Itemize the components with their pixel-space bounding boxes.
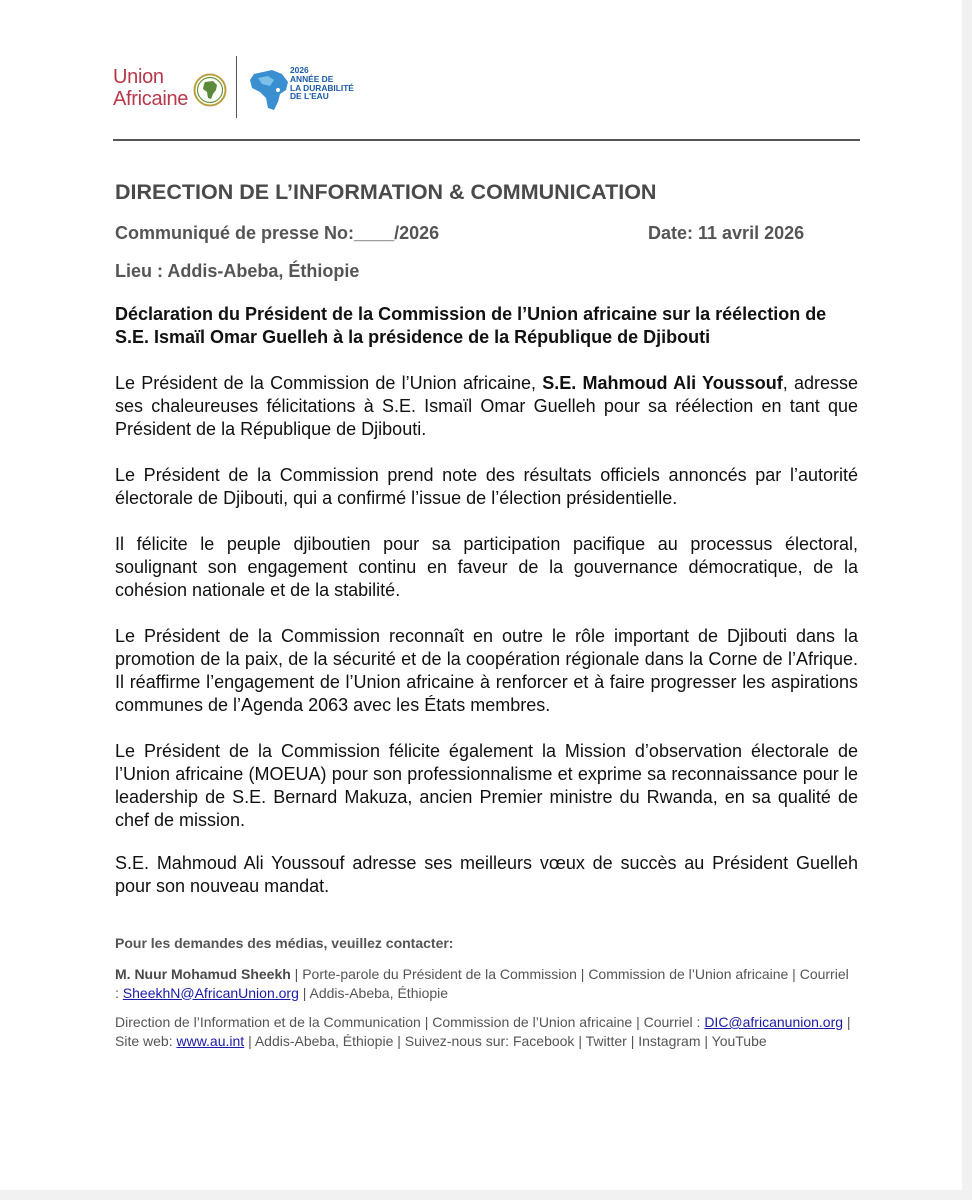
paragraph-6: S.E. Mahmoud Ali Youssouf adresse ses meilleurs vœux de succès au Président Guelleh pour son nouveau mandat. bbox=[115, 853, 858, 896]
african-union-wordmark bbox=[113, 67, 188, 109]
directorate-email-link[interactable]: DIC@africanunion.org bbox=[704, 1014, 844, 1030]
logo-union-line1: Union bbox=[113, 66, 164, 88]
department-heading: DIRECTION DE L’INFORMATION & COMMUNICATION bbox=[115, 180, 657, 204]
paragraph-4: Le Président de la Commission reconnaît en outre le rôle important de Djibouti dans la promotion de la paix, de la sécurité et de la coopération régionale dans la Corne de l’Afrique. Il réaffirme l’engagement de l’Union africaine à renforcer et à faire progresser les aspirations communes de l’Agenda 2063 avec les États membres. bbox=[115, 626, 858, 715]
spokesperson-details: | Porte-parole du Président de la Commission | Commission de l’Union africaine | Courriel : bbox=[115, 966, 849, 1001]
paragraph-1 bbox=[115, 372, 858, 441]
website-label: | Site web: bbox=[115, 1014, 851, 1049]
header-rule bbox=[113, 139, 860, 141]
release-location: Lieu : Addis-Abeba, Éthiopie bbox=[115, 261, 360, 281]
p1-post: , adresse ses chaleureuses félicitations à S.E. Ismaïl Omar Guelleh pour sa réélection en tant que Président de la République de Djibouti. bbox=[115, 373, 858, 439]
water-year-logo bbox=[248, 66, 356, 114]
water-line1: ANNÉE DE bbox=[290, 73, 334, 84]
logo-divider bbox=[236, 56, 237, 118]
spokesperson-email-link[interactable]: SheekhN@AfricanUnion.org bbox=[122, 984, 299, 1001]
contact-directorate bbox=[115, 1013, 855, 1050]
water-year: 2026 bbox=[290, 65, 309, 75]
water-year-text bbox=[290, 66, 354, 101]
website-link[interactable]: www.au.int bbox=[176, 1032, 245, 1049]
p1-bold-name: S.E. Mahmoud Ali Youssouf bbox=[542, 373, 783, 393]
p1-pre: Le Président de la Commission de l’Union africaine, bbox=[115, 373, 543, 393]
directorate-social: | Addis-Abeba, Éthiopie | Suivez-nous sur: Facebook | Twitter | Instagram | YouTube bbox=[244, 1032, 767, 1049]
release-date: Date: 11 avril 2026 bbox=[648, 223, 805, 243]
contact-spokesperson bbox=[115, 965, 855, 1002]
spokesperson-name: M. Nuur Mohamud Sheekh bbox=[115, 966, 291, 982]
media-contact-heading: Pour les demandes des médias, veuillez contacter: bbox=[115, 935, 454, 951]
spokesperson-location: | Addis-Abeba, Éthiopie bbox=[298, 984, 449, 1001]
paragraph-5: Le Président de la Commission félicite également la Mission d’observation électorale de l’Union africaine (MOEUA) pour son professionnalisme et exprime sa reconnaissance pour le leadership de S.E. Bernard Makuza, ancien Premier ministre du Rwanda, en sa qualité de chef de mission. bbox=[115, 741, 858, 830]
statement-title: Déclaration du Président de la Commission de l’Union africaine sur la réélection de S.E. Ismaïl Omar Guelleh à la présidence de la République de Djibouti bbox=[115, 304, 827, 347]
paragraph-3: Il félicite le peuple djiboutien pour sa participation pacifique au processus électoral, soulignant son engagement continu en faveur de la gouvernance démocratique, de la cohésion nationale et de la stabilité. bbox=[115, 534, 858, 600]
press-release-number: Communiqué de presse No:____/2026 bbox=[115, 223, 440, 243]
african-union-logo bbox=[113, 67, 188, 109]
paragraph-2: Le Président de la Commission prend note des résultats officiels annoncés par l’autorité électorale de Djibouti, qui a confirmé l’issue de l’élection présidentielle. bbox=[115, 465, 858, 508]
africa-water-map-icon bbox=[248, 68, 294, 112]
au-emblem-icon bbox=[193, 73, 227, 107]
water-line2: LA DURABILITÉ bbox=[290, 82, 354, 93]
directorate-details: Direction de l’Information et de la Communication | Commission de l’Union africaine | Courriel : bbox=[115, 1014, 705, 1030]
logo-union-line2: Africaine bbox=[113, 88, 189, 110]
water-line3: DE L'EAU bbox=[290, 91, 329, 102]
